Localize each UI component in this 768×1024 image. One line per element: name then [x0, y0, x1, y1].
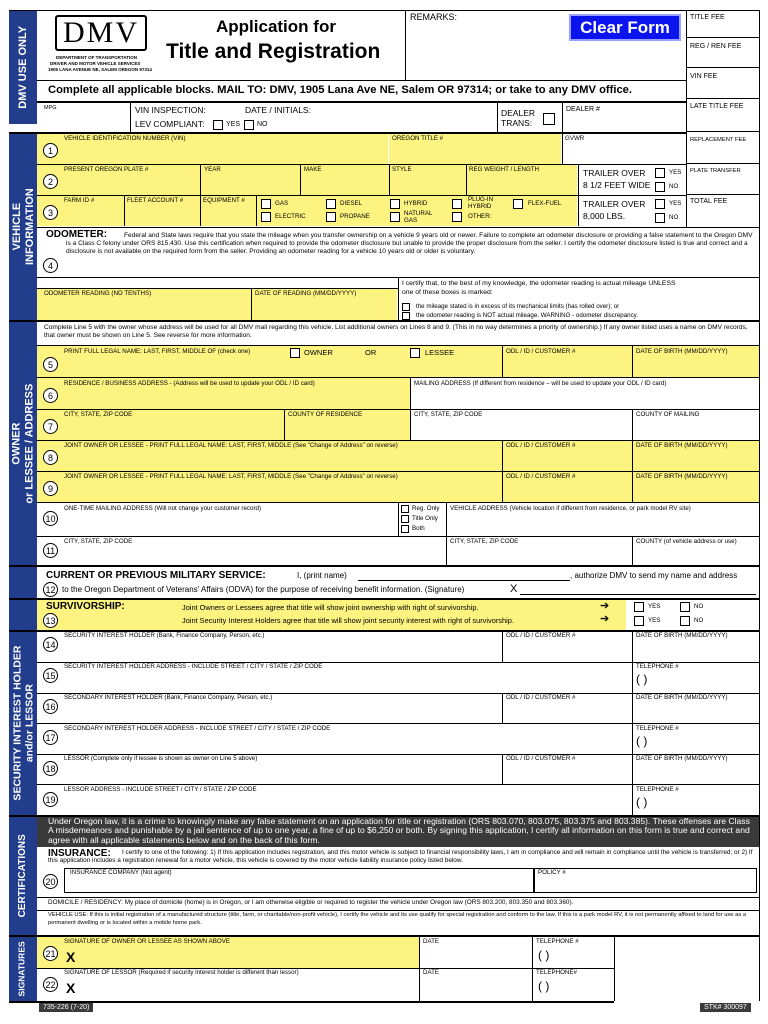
- trailer-weight-label-1: TRAILER OVER: [583, 199, 646, 209]
- secondary-holder-label: SECONDARY INTEREST HOLDER (Bank, Finance Company, Person, etc.): [64, 694, 273, 701]
- county-of-residence-label: COUNTY OF RESIDENCE: [288, 411, 363, 418]
- survivorship-security-text: Joint Security Interest Holders agree that title will show joint security interest with right of survivorship.: [182, 616, 514, 625]
- dealer-trans-checkbox[interactable]: [543, 113, 555, 125]
- residence-address-label: RESIDENCE / BUSINESS ADDRESS - (Address will be used to update your ODL / ID card): [64, 380, 315, 387]
- trailer-width-yes-label: YES: [669, 169, 682, 176]
- owner-type-lessee-label: LESSEE: [425, 348, 455, 357]
- mailing-address-label: MAILING ADDRESS (If different from residence – will be used to update your ODL / ID card): [414, 380, 667, 387]
- secondary-holder-telephone-label: TELEPHONE #: [636, 725, 679, 732]
- stock-number: STK# 300097: [700, 1003, 751, 1012]
- mail-to-instructions: Complete all applicable blocks. MAIL TO: DMV, 1905 Lana Ave NE, Salem OR 97314; or take to any DMV office.: [48, 84, 633, 96]
- fuel-gas-checkbox[interactable]: [261, 199, 271, 209]
- line-number-1: 1: [43, 143, 58, 158]
- secondary-holder-telephone-area: ( ): [636, 734, 648, 748]
- survivorship-owners-text: Joint Owners or Lessees agree that title will show joint ownership with right of survivorship.: [182, 603, 479, 612]
- lessor-signature-telephone-area: ( ): [538, 979, 550, 993]
- lessor-signature-date-label: DATE: [423, 969, 440, 976]
- fuel-other-checkbox[interactable]: [452, 212, 462, 222]
- remarks-label: REMARKS:: [410, 12, 458, 22]
- owner-signature-telephone-label: TELEPHONE #: [536, 938, 579, 945]
- survivorship-arrow-1: ➔: [600, 600, 610, 612]
- equipment-label: EQUIPMENT #: [203, 197, 245, 204]
- line-number-13: 13: [43, 613, 58, 628]
- farm-id-label: FARM ID #: [64, 197, 95, 204]
- fee-late-title: LATE TITLE FEE: [690, 103, 744, 110]
- fee-total: TOTAL FEE: [690, 198, 728, 205]
- one-time-both-label: Both: [412, 525, 425, 532]
- military-text-1: I, (print name): [297, 571, 347, 580]
- odometer-not-actual-label: the odometer reading is NOT actual mileage. WARNING - odometer discrepancy.: [416, 312, 639, 319]
- owner-signature-telephone-area: ( ): [538, 948, 550, 962]
- lev-compliant-label: LEV COMPLIANT:: [135, 119, 205, 129]
- fee-replacement: REPLACEMENT FEE: [690, 137, 747, 143]
- trailer-width-no-checkbox[interactable]: [655, 182, 665, 192]
- insurance-policy-field[interactable]: [534, 868, 757, 893]
- fuel-gas-label: GAS: [275, 200, 289, 207]
- owner-type-owner-checkbox[interactable]: [290, 348, 300, 358]
- line-number-7: 7: [43, 419, 58, 434]
- owner-type-or-label: OR: [365, 348, 377, 357]
- secondary-holder-odl-label: ODL / ID / CUSTOMER #: [506, 694, 576, 701]
- line-number-3: 3: [43, 205, 58, 220]
- lev-no-label: NO: [257, 121, 268, 128]
- fuel-natural-gas-label-2: GAS: [404, 217, 418, 224]
- make-label: MAKE: [304, 166, 322, 173]
- survivorship-heading: SURVIVORSHIP:: [46, 601, 125, 612]
- joint-owner-1-odl-label: ODL / ID / CUSTOMER #: [506, 442, 576, 449]
- fuel-flex-label: FLEX-FUEL: [528, 200, 562, 207]
- one-time-reg-only-checkbox[interactable]: [401, 505, 409, 513]
- owner-type-lessee-checkbox[interactable]: [410, 348, 420, 358]
- line-number-9: 9: [43, 481, 58, 496]
- survivorship-arrow-2: ➔: [600, 613, 610, 625]
- line-number-15: 15: [43, 668, 58, 683]
- insurance-policy-label: POLICY #: [538, 869, 566, 876]
- survivorship-security-yes-checkbox[interactable]: [634, 616, 644, 626]
- fuel-natural-gas-checkbox[interactable]: [390, 212, 400, 222]
- security-holder-dob-label: DATE OF BIRTH (MM/DD/YYYY): [636, 632, 728, 639]
- survivorship-security-no-label: NO: [694, 617, 704, 624]
- form-number: 735-226 (7-20): [39, 1003, 93, 1012]
- vehicle-info-sidebar: VEHICLE INFORMATION: [9, 134, 37, 320]
- lessor-dob-label: DATE OF BIRTH (MM/DD/YYYY): [636, 755, 728, 762]
- year-label: YEAR: [204, 166, 221, 173]
- survivorship-sidebar-block: [9, 600, 37, 630]
- joint-owner-1-label: JOINT OWNER OR LESSEE - PRINT FULL LEGAL NAME: LAST, FIRST, MIDDLE (See "Change of Address" on reverse): [64, 442, 398, 449]
- one-time-reg-only-label: Reg. Only: [412, 505, 440, 512]
- line-number-4: 4: [43, 258, 58, 273]
- dept-line-3: 1905 LANA AVENUE NE, SALEM OREGON 97314: [48, 67, 152, 72]
- line-number-8: 8: [43, 450, 58, 465]
- farm-fleet-field[interactable]: [37, 196, 577, 226]
- odometer-date-label: DATE OF READING (MM/DD/YYYY): [255, 290, 357, 297]
- line-number-10: 10: [43, 511, 58, 526]
- fleet-account-label: FLEET ACCOUNT #: [127, 197, 184, 204]
- dealer-trans-label-1: DEALER: [501, 108, 536, 118]
- joint-owner-1-dob-label: DATE OF BIRTH (MM/DD/YYYY): [636, 442, 728, 449]
- security-holder-telephone-area: ( ): [636, 672, 648, 686]
- lev-yes-checkbox[interactable]: [213, 120, 223, 130]
- odometer-rolled-over-label: the mileage stated is in excess of its mechanical limits (has rolled over); or: [416, 303, 620, 310]
- lessor-telephone-area: ( ): [636, 795, 648, 809]
- fee-vin: VIN FEE: [690, 73, 718, 80]
- trailer-weight-no-label: NO: [669, 214, 679, 221]
- joint-owner-2-dob-label: DATE OF BIRTH (MM/DD/YYYY): [636, 473, 728, 480]
- joint-owner-2-odl-label: ODL / ID / CUSTOMER #: [506, 473, 576, 480]
- fee-reg-ren: REG / REN FEE: [690, 43, 742, 50]
- line-number-14: 14: [43, 637, 58, 652]
- one-time-mailing-label: ONE-TIME MAILING ADDRESS (Will not change your customer record): [64, 505, 262, 512]
- owner-signature-label: SIGNATURE OF OWNER OR LESSEE AS SHOWN ABOVE: [64, 938, 230, 945]
- owner-name-label: PRINT FULL LEGAL NAME: LAST, FIRST, MIDDLE OF (check one): [64, 348, 251, 355]
- fuel-flex-checkbox[interactable]: [513, 199, 523, 209]
- odometer-rolled-over-checkbox[interactable]: [402, 303, 410, 311]
- fuel-diesel-label: DIESEL: [340, 200, 363, 207]
- owner-odl-label: ODL / ID / CUSTOMER #: [506, 348, 576, 355]
- lessor-signature-telephone-label: TELEPHONE#: [536, 969, 577, 976]
- vehicle-city-label: CITY, STATE, ZIP CODE: [450, 538, 519, 545]
- security-holder-telephone-label: TELEPHONE #: [636, 663, 679, 670]
- security-holder-odl-label: ODL / ID / CUSTOMER #: [506, 632, 576, 639]
- survivorship-owners-yes-checkbox[interactable]: [634, 602, 644, 612]
- mailing-city-label: CITY, STATE, ZIP CODE: [414, 411, 483, 418]
- trailer-weight-yes-label: YES: [669, 200, 682, 207]
- trailer-weight-no-checkbox[interactable]: [655, 213, 665, 223]
- vin-inspection-label: VIN INSPECTION:: [135, 105, 206, 115]
- dept-line-2: DRIVER AND MOTOR VEHICLE SERVICES: [50, 61, 141, 66]
- fuel-plugin-label-2: HYBRID: [468, 203, 492, 210]
- fuel-other-label: OTHER:: [468, 213, 492, 220]
- security-holder-label: SECURITY INTEREST HOLDER (Bank, Finance Company, Person, etc.): [64, 632, 265, 639]
- lessor-telephone-label: TELEPHONE #: [636, 786, 679, 793]
- line-number-12: 12: [43, 582, 58, 597]
- joint-owner-2-label: JOINT OWNER OR LESSEE - PRINT FULL LEGAL NAME: LAST, FIRST, MIDDLE (See "Change of Address" on reverse): [64, 473, 398, 480]
- line-number-11: 11: [43, 543, 58, 558]
- odometer-not-actual-checkbox[interactable]: [402, 312, 410, 320]
- line-number-21: 21: [43, 946, 58, 961]
- dealer-number-label: DEALER #: [566, 106, 600, 113]
- fuel-hybrid-checkbox[interactable]: [390, 199, 400, 209]
- domicile-text: DOMICILE / RESIDENCY: My place of domicile (home) is in Oregon, or I am otherwise eligible or required to register the vehicle under Oregon law (ORS 803.200, 803.350 and 803.360).: [48, 899, 574, 906]
- insurance-text: I certify to one of the following: 1) If this application includes registration, and this motor vehicle is subject to financial responsibility laws, I am in compliance and will remain in compliance until the vehicle is transferred; or 2) If this application includes a registration renewal for a motor vehicle, this vehicle is covered by the motor vehicle liability insurance policy listed below.: [48, 849, 753, 865]
- line-number-16: 16: [43, 699, 58, 714]
- signatures-sidebar: SIGNATURES: [9, 937, 37, 1001]
- odometer-cert-text: I certify that, to the best of my knowledge, the odometer reading is actual mileage UNLESS one of these boxes is marked:: [402, 280, 676, 296]
- dept-line-1: DEPARTMENT OF TRANSPORTATION: [56, 55, 137, 60]
- fuel-electric-checkbox[interactable]: [261, 212, 271, 222]
- style-label: STYLE: [392, 166, 412, 173]
- line-number-5: 5: [43, 357, 58, 372]
- fuel-propane-checkbox[interactable]: [326, 212, 336, 222]
- owner-dob-label: DATE OF BIRTH (MM/DD/YYYY): [636, 348, 728, 355]
- county-of-mailing-label: COUNTY OF MAILING: [636, 411, 700, 418]
- owner-intro-text: Complete Line 5 with the owner whose address will be used for all DMV mail regarding this vehicle. List additional owners on Lines 8 and 9. (This in no way determines a priority of ownership.) If any owner listed uses a name on DMV records, that owner must be shown on Line 5. See reverse for more information.: [44, 324, 748, 339]
- trailer-weight-yes-checkbox[interactable]: [655, 199, 665, 209]
- owner-signature-date-label: DATE: [423, 938, 440, 945]
- clear-form-button[interactable]: Clear Form: [569, 14, 681, 41]
- fuel-diesel-checkbox[interactable]: [326, 199, 336, 209]
- vehicle-county-label: COUNTY (of vehicle address or use): [636, 538, 737, 545]
- fuel-plugin-hybrid-checkbox[interactable]: [452, 199, 462, 209]
- insurance-company-label: INSURANCE COMPANY (Not agent): [70, 869, 172, 876]
- line-number-6: 6: [43, 388, 58, 403]
- line-number-22: 22: [43, 977, 58, 992]
- odometer-reading-label: ODOMETER READING (NO TENTHS): [44, 290, 152, 297]
- owner-type-owner-label: OWNER: [304, 348, 333, 357]
- line-number-2: 2: [43, 174, 58, 189]
- fuel-natural-gas-label-1: NATURAL: [404, 210, 433, 217]
- title-line-2: Title and Registration: [166, 40, 381, 63]
- fuel-propane-label: PROPANE: [340, 213, 370, 220]
- lev-no-checkbox[interactable]: [244, 120, 254, 130]
- lessor-signature-x: X: [66, 980, 76, 996]
- line-number-17: 17: [43, 730, 58, 745]
- trailer-width-label-1: TRAILER OVER: [583, 168, 646, 178]
- fee-plate-transfer: PLATE TRANSFER: [690, 168, 741, 174]
- date-initials-label: DATE / INITIALS:: [245, 105, 311, 115]
- trailer-width-label-2: 8 1/2 FEET WIDE: [583, 180, 651, 190]
- oregon-title-label: OREGON TITLE #: [392, 135, 444, 142]
- line-number-19: 19: [43, 792, 58, 807]
- one-time-title-only-label: Title Only: [412, 515, 438, 522]
- gvwr-label: GVWR: [565, 135, 585, 142]
- dmv-use-only-sidebar: DMV USE ONLY: [9, 10, 37, 124]
- lessor-odl-label: ODL / ID / CUSTOMER #: [506, 755, 576, 762]
- fuel-plugin-label-1: PLUG-IN: [468, 196, 494, 203]
- survivorship-owners-yes-label: YES: [648, 603, 661, 610]
- insurance-heading: INSURANCE:: [48, 848, 111, 859]
- mpg-label: MPG: [44, 105, 57, 111]
- vehicle-address-label: VEHICLE ADDRESS (Vehicle location if different from residence, or park model RV site): [450, 505, 691, 512]
- reg-weight-label: REG WEIGHT / LENGTH: [469, 166, 540, 173]
- owner-sidebar: OWNER or LESSEE / ADDRESS: [9, 322, 37, 565]
- fee-title: TITLE FEE: [690, 14, 725, 21]
- secondary-holder-address-label: SECONDARY INTEREST HOLDER ADDRESS - INCLUDE STREET / CITY / STATE / ZIP CODE: [64, 725, 331, 732]
- odometer-disclosure-text: Federal and State laws require that you state the mileage when you transfer ownership on a vehicle 9 years old or newer. Failure to complete an odometer disclosure or providing a false statement to the Oregon DMV is a Class C felony under ORS 815.430. Use this certification when required to provide the odometer disclosure but unable to provide the proper disclosure from the seller. I certify the odometer disclosure listed is true and correct and a disclosure is not available on the required form from the seller. Providing an odometer reading for a vehicle 10 years old or older is voluntary.: [66, 232, 753, 256]
- line-number-20: 20: [43, 874, 58, 889]
- military-text-3: to the Oregon Department of Veterans' Affairs (ODVA) for the purpose of receiving benefit information. (Signature): [62, 585, 465, 594]
- military-signature-x: X: [510, 583, 518, 595]
- trailer-width-yes-checkbox[interactable]: [655, 168, 665, 178]
- vehicle-use-text: VEHICLE USE: If this is initial registration of a manufactured structure (title, farm, or charitable/non-profit vehicle), I certify the vehicle and its use qualify for special registration and conform to the law. If this is a park model RV, it is not permanently affixed to land for use as a permanent dwelling or is located within a mobile home park.: [48, 912, 747, 926]
- security-holder-address-label: SECURITY INTEREST HOLDER ADDRESS - INCLUDE STREET / CITY / STATE / ZIP CODE: [64, 663, 323, 670]
- secondary-holder-dob-label: DATE OF BIRTH (MM/DD/YYYY): [636, 694, 728, 701]
- fuel-hybrid-label: HYBRID: [404, 200, 428, 207]
- plate-label: PRESENT OREGON PLATE #: [64, 166, 149, 173]
- owner-signature-x: X: [66, 949, 76, 965]
- dealer-trans-label-2: TRANS:: [501, 118, 533, 128]
- lessor-address-label: LESSOR ADDRESS - INCLUDE STREET / CITY / STATE / ZIP CODE: [64, 786, 257, 793]
- trailer-weight-label-2: 8,000 LBS.: [583, 211, 626, 221]
- title-line-1: Application for: [216, 17, 336, 36]
- one-time-title-only-checkbox[interactable]: [401, 515, 409, 523]
- trailer-width-no-label: NO: [669, 183, 679, 190]
- vin-label: VEHICLE IDENTIFICATION NUMBER (VIN): [64, 135, 186, 142]
- lessor-signature-label: SIGNATURE OF LESSOR (Required if security interest holder is different than lessor): [64, 969, 299, 976]
- military-text-2: , authorize DMV to send my name and address: [570, 571, 738, 580]
- one-time-both-checkbox[interactable]: [401, 525, 409, 533]
- survivorship-security-no-checkbox[interactable]: [680, 616, 690, 626]
- line-number-18: 18: [43, 761, 58, 776]
- fuel-electric-label: ELECTRIC: [275, 213, 306, 220]
- lev-yes-label: YES: [226, 121, 241, 128]
- survivorship-security-yes-label: YES: [648, 617, 661, 624]
- odometer-heading: ODOMETER:: [46, 229, 108, 240]
- military-sidebar-block: [9, 567, 37, 598]
- residence-city-label: CITY, STATE, ZIP CODE: [64, 411, 133, 418]
- survivorship-owners-no-checkbox[interactable]: [680, 602, 690, 612]
- one-time-city-label: CITY, STATE, ZIP CODE: [64, 538, 133, 545]
- security-interest-sidebar: SECURITY INTEREST HOLDER and/or LESSOR: [9, 632, 37, 815]
- certification-law-text: Under Oregon law, it is a crime to knowingly make any false statement on an application for title or registration (ORS 803.070, 803.075, 803.375 and 803.385). These offenses are Class A misdemeanors and punishable by a jail sentence of up to one year, a fine of up to $6,250 or both. By signing this application, I certify all information on this form is true and correct and agree with all applicable statements below and on the back of this form.: [48, 816, 750, 845]
- survivorship-owners-no-label: NO: [694, 603, 704, 610]
- military-heading: CURRENT OR PREVIOUS MILITARY SERVICE:: [46, 570, 266, 581]
- certifications-sidebar: CERTIFICATIONS: [9, 817, 37, 935]
- dmv-logo: DMV: [55, 15, 147, 51]
- lessor-label: LESSOR (Complete only if lessee is shown as owner on Line 5 above): [64, 755, 258, 762]
